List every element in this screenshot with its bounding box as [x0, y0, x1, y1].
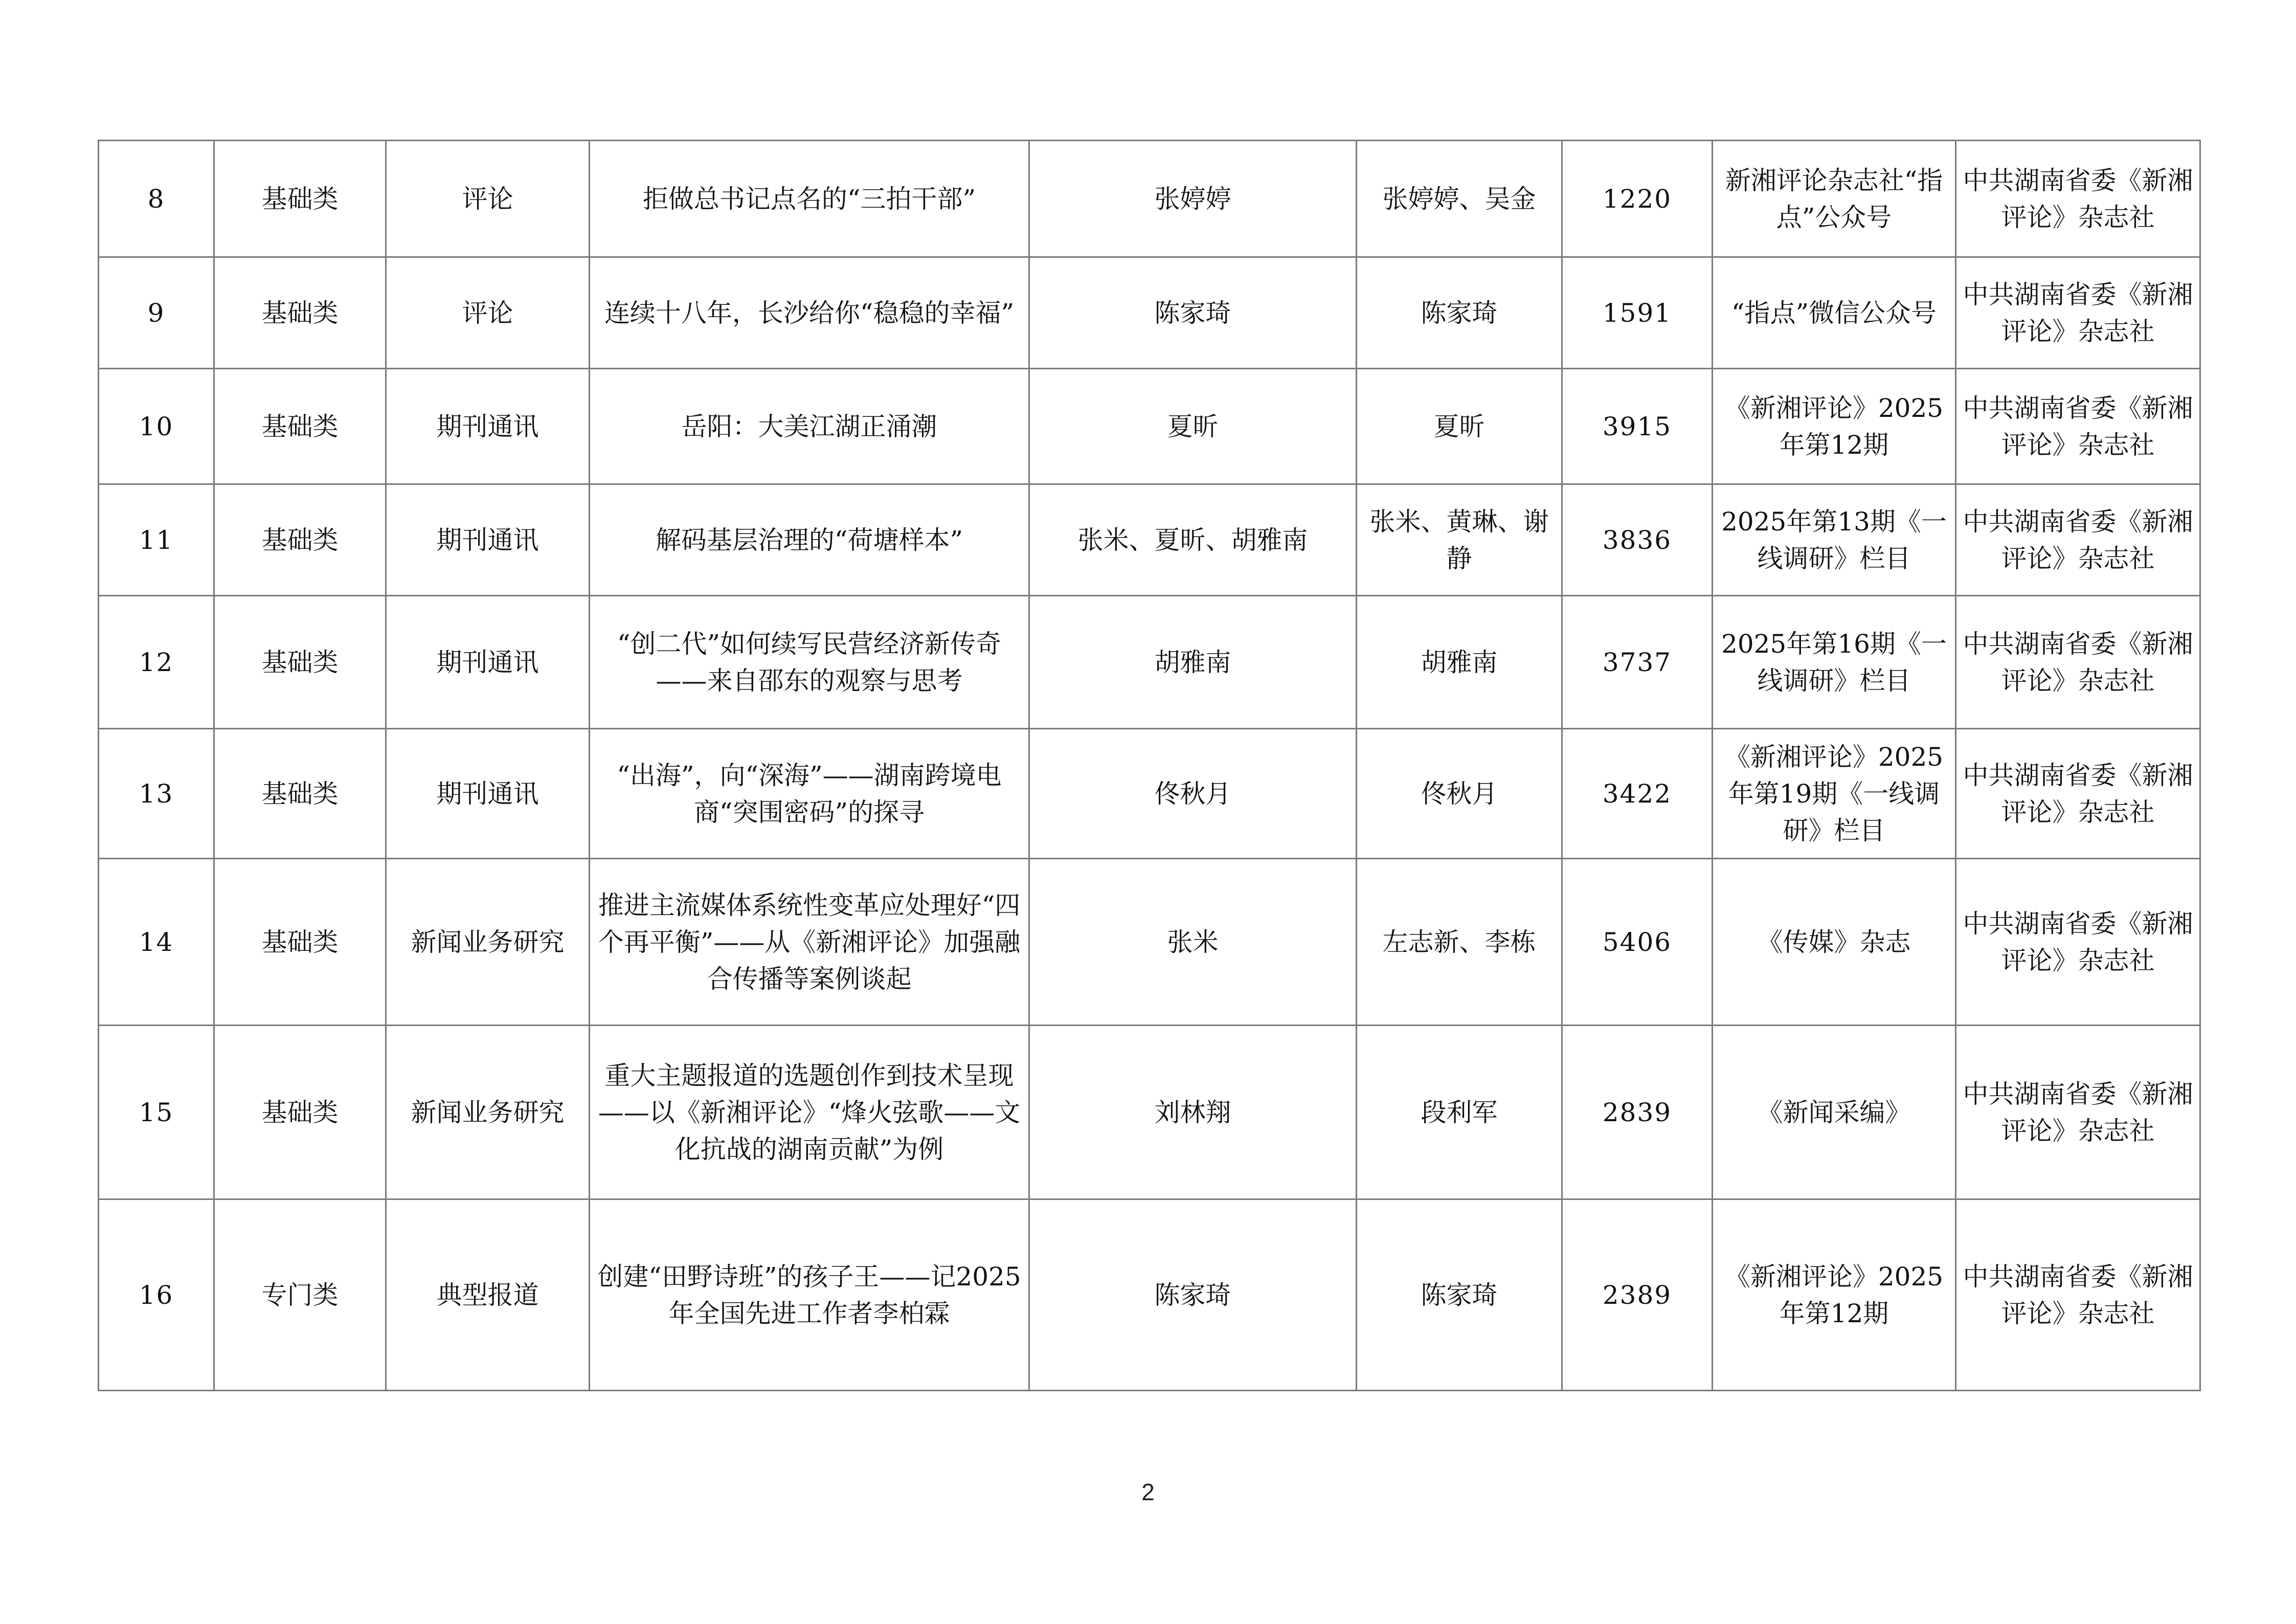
cell-word-count: 3737: [1562, 596, 1713, 729]
page-number: 2: [1141, 1479, 1155, 1505]
cell-title: “创二代”如何续写民营经济新传奇——来自邵东的观察与思考: [590, 596, 1029, 729]
cell-unit: 中共湖南省委《新湘评论》杂志社: [1956, 369, 2200, 484]
cell-word-count: 1591: [1562, 257, 1713, 369]
cell-publication: “指点”微信公众号: [1713, 257, 1956, 369]
cell-word-count: 5406: [1562, 859, 1713, 1026]
table-row: [99, 859, 2200, 1026]
cell-type: 期刊通讯: [386, 596, 590, 729]
cell-author: 陈家琦: [1029, 1199, 1357, 1391]
cell-editor: 张米、黄琳、谢静: [1357, 484, 1562, 596]
cell-editor: 夏昕: [1357, 369, 1562, 484]
cell-publication: 《新湘评论》2025年第12期: [1713, 369, 1956, 484]
cell-unit: 中共湖南省委《新湘评论》杂志社: [1956, 141, 2200, 257]
cell-category: 基础类: [214, 729, 386, 859]
cell-unit: 中共湖南省委《新湘评论》杂志社: [1956, 729, 2200, 859]
cell-editor: 张婷婷、吴金: [1357, 141, 1562, 257]
cell-title: “出海”，向“深海”——湖南跨境电商“突围密码”的探寻: [590, 729, 1029, 859]
cell-publication: 新湘评论杂志社“指点”公众号: [1713, 141, 1956, 257]
cell-number: 12: [99, 596, 214, 729]
cell-number: 11: [99, 484, 214, 596]
cell-category: 专门类: [214, 1199, 386, 1391]
table-row: [99, 369, 2200, 484]
cell-publication: 2025年第16期《一线调研》栏目: [1713, 596, 1956, 729]
cell-unit: 中共湖南省委《新湘评论》杂志社: [1956, 859, 2200, 1026]
cell-editor: 佟秋月: [1357, 729, 1562, 859]
cell-type: 新闻业务研究: [386, 1026, 590, 1199]
cell-type: 典型报道: [386, 1199, 590, 1391]
table-row: [99, 484, 2200, 596]
table-row: [99, 1026, 2200, 1199]
cell-category: 基础类: [214, 859, 386, 1026]
cell-number: 14: [99, 859, 214, 1026]
cell-author: 胡雅南: [1029, 596, 1357, 729]
table-row: [99, 141, 2200, 257]
cell-number: 15: [99, 1026, 214, 1199]
cell-author: 张婷婷: [1029, 141, 1357, 257]
cell-word-count: 3422: [1562, 729, 1713, 859]
cell-title: 推进主流媒体系统性变革应处理好“四个再平衡”——从《新湘评论》加强融合传播等案例谈起: [590, 859, 1029, 1026]
cell-unit: 中共湖南省委《新湘评论》杂志社: [1956, 1199, 2200, 1391]
cell-title: 拒做总书记点名的“三拍干部”: [590, 141, 1029, 257]
cell-title: 岳阳：大美江湖正涌潮: [590, 369, 1029, 484]
table-row: [99, 257, 2200, 369]
cell-number: 16: [99, 1199, 214, 1391]
cell-category: 基础类: [214, 596, 386, 729]
cell-category: 基础类: [214, 1026, 386, 1199]
cell-author: 刘林翔: [1029, 1026, 1357, 1199]
table-body: [99, 141, 2200, 1391]
cell-word-count: 2839: [1562, 1026, 1713, 1199]
cell-publication: 《传媒》杂志: [1713, 859, 1956, 1026]
cell-category: 基础类: [214, 484, 386, 596]
table-row: [99, 1199, 2200, 1391]
cell-word-count: 1220: [1562, 141, 1713, 257]
cell-unit: 中共湖南省委《新湘评论》杂志社: [1956, 484, 2200, 596]
cell-category: 基础类: [214, 369, 386, 484]
awards-table: [98, 140, 2201, 1391]
cell-editor: 左志新、李栋: [1357, 859, 1562, 1026]
cell-type: 新闻业务研究: [386, 859, 590, 1026]
cell-unit: 中共湖南省委《新湘评论》杂志社: [1956, 1026, 2200, 1199]
table-row: [99, 729, 2200, 859]
cell-title: 重大主题报道的选题创作到技术呈现——以《新湘评论》“烽火弦歌——文化抗战的湖南贡献”为例: [590, 1026, 1029, 1199]
cell-author: 夏昕: [1029, 369, 1357, 484]
cell-publication: 《新湘评论》2025年第19期《一线调研》栏目: [1713, 729, 1956, 859]
cell-number: 8: [99, 141, 214, 257]
cell-word-count: 3915: [1562, 369, 1713, 484]
cell-author: 张米、夏昕、胡雅南: [1029, 484, 1357, 596]
cell-title: 创建“田野诗班”的孩子王——记2025年全国先进工作者李柏霖: [590, 1199, 1029, 1391]
cell-category: 基础类: [214, 257, 386, 369]
cell-editor: 陈家琦: [1357, 257, 1562, 369]
cell-number: 9: [99, 257, 214, 369]
cell-author: 张米: [1029, 859, 1357, 1026]
cell-publication: 《新湘评论》2025年第12期: [1713, 1199, 1956, 1391]
cell-publication: 《新闻采编》: [1713, 1026, 1956, 1199]
cell-type: 期刊通讯: [386, 369, 590, 484]
cell-type: 评论: [386, 141, 590, 257]
cell-type: 评论: [386, 257, 590, 369]
cell-word-count: 2389: [1562, 1199, 1713, 1391]
cell-category: 基础类: [214, 141, 386, 257]
cell-publication: 2025年第13期《一线调研》栏目: [1713, 484, 1956, 596]
cell-editor: 陈家琦: [1357, 1199, 1562, 1391]
cell-author: 陈家琦: [1029, 257, 1357, 369]
cell-editor: 段利军: [1357, 1026, 1562, 1199]
cell-title: 连续十八年，长沙给你“稳稳的幸福”: [590, 257, 1029, 369]
cell-unit: 中共湖南省委《新湘评论》杂志社: [1956, 596, 2200, 729]
cell-number: 13: [99, 729, 214, 859]
cell-author: 佟秋月: [1029, 729, 1357, 859]
table-row: [99, 596, 2200, 729]
cell-unit: 中共湖南省委《新湘评论》杂志社: [1956, 257, 2200, 369]
cell-type: 期刊通讯: [386, 484, 590, 596]
cell-title: 解码基层治理的“荷塘样本”: [590, 484, 1029, 596]
cell-type: 期刊通讯: [386, 729, 590, 859]
cell-number: 10: [99, 369, 214, 484]
cell-word-count: 3836: [1562, 484, 1713, 596]
cell-editor: 胡雅南: [1357, 596, 1562, 729]
